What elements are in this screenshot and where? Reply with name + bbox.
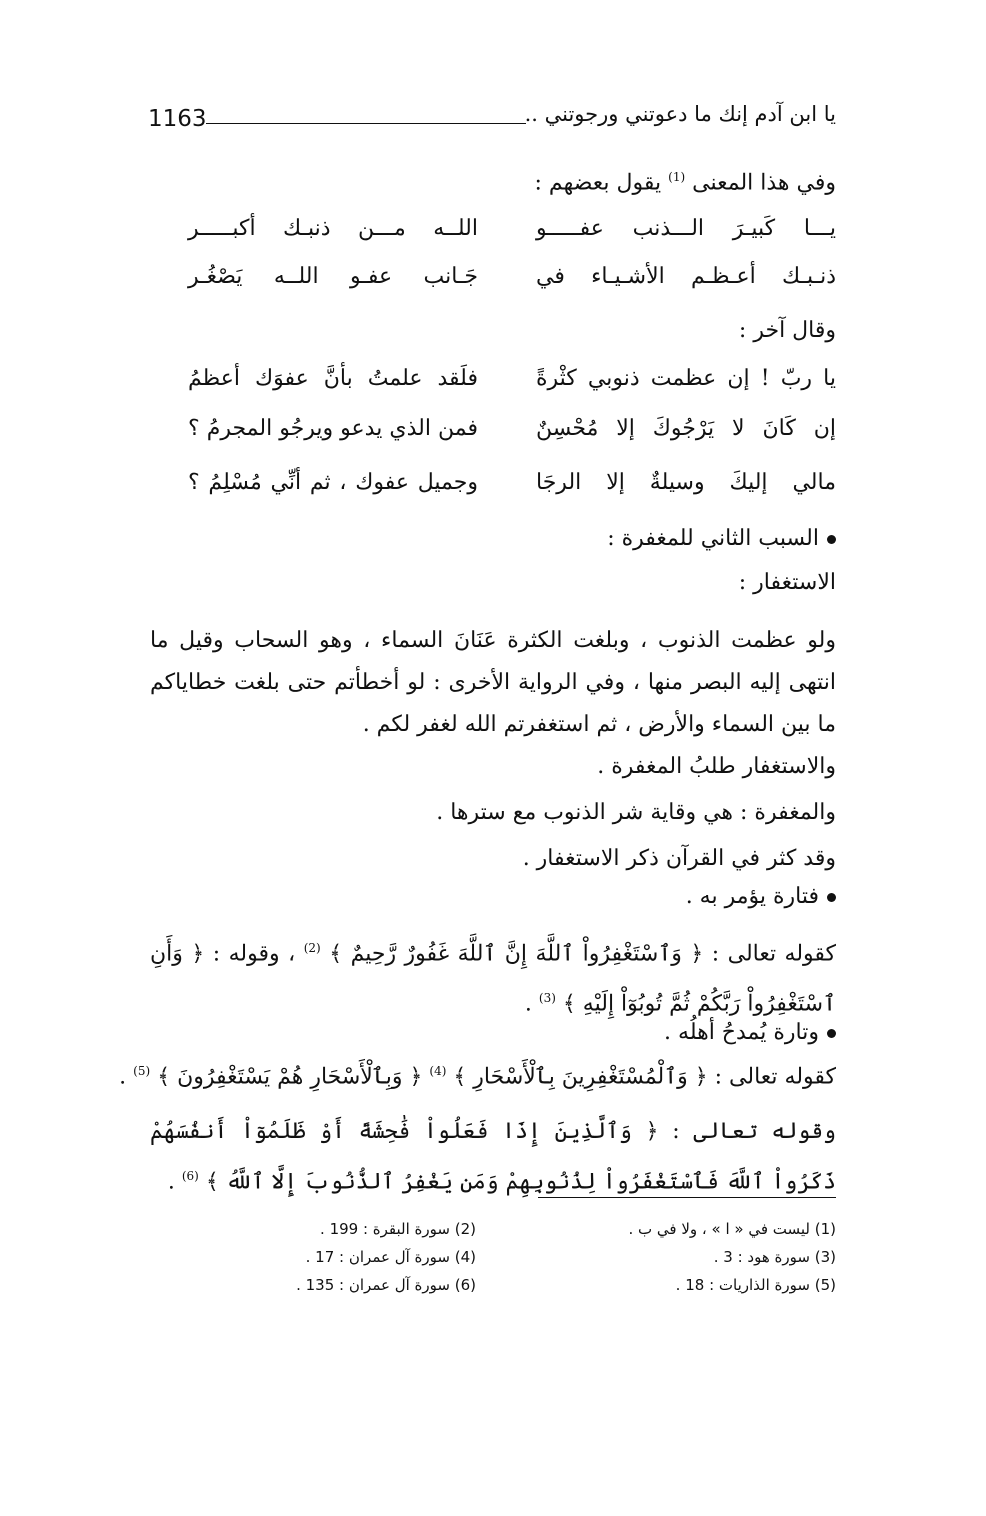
definition-2: والمغفرة : هي وقاية شر الذنوب مع سترها .: [436, 800, 836, 825]
hemistich-right: يـــا كَبيـرَ الـــذنب عفـــــو: [536, 216, 836, 241]
running-title: يا ابن آدم إنك ما دعوتني ورجوتني ..: [524, 102, 836, 126]
intro-text: وفي هذا المعنى: [692, 170, 836, 196]
second-cause-heading: [607, 526, 836, 551]
footnote-ref: (6): [181, 1169, 199, 1183]
hemistich-right: إن كَانَ لا يَرْجُوكَ إلا مُحْسِنٌ: [536, 416, 836, 441]
bullet-icon: [827, 535, 836, 544]
hemistich-right: ذنـبـك أعـظـم الأشـيـاء في: [536, 264, 836, 289]
quran-ayah: ﴿ وَٱلَّذِينَ إِذَا فَعَلُواْ فَٰحِشَةً أَوْ ظَلَمُوٓاْ أَنفُسَهُمْ ذَكَرُواْ ٱللَّهَ فَٱسْتَغْفَرُواْ لِذُنُوبِهِمْ وَمَن يَغْفِرُ ٱلذُّنُوبَ إِلَّا ٱللَّهُ ﴾: [150, 1119, 836, 1195]
verse-end: .: [119, 1064, 127, 1090]
footnote-ref: (2): [303, 941, 321, 955]
footnote-ref: (5): [133, 1064, 151, 1078]
poem1-verse-2: [148, 264, 836, 304]
quran-ayah: ﴿ وَأَنِ ٱسْتَغْفِرُواْ رَبَّكُمْ ثُمَّ تُوبُوٓاْ إِلَيْهِ ﴾: [150, 941, 836, 1017]
paragraph-1: ولو عظمت الذنوب ، وبلغت الكثرة عَنَانَ السماء ، وهو السحاب وقيل ما انتهى إليه البصر منها ، وفي الرواية الأخرى : لو أخطأتم حتى بلغت خطاياكم ما بين السماء والأرض ، ثم استغفرتم الله لغفر لكم .: [150, 628, 836, 737]
verse-paragraph-2: [119, 1064, 836, 1089]
verse-lead: كقوله تعالى :: [711, 941, 837, 967]
poem2-verse-1: [148, 366, 836, 406]
verse-lead: وقوله تعالى :: [672, 1119, 837, 1144]
footnote-rule: [538, 1197, 836, 1198]
poem2-verse-3: [148, 470, 836, 510]
hemistich-left: فمن الذي يدعو ويرجُو المجرمُ ؟: [188, 416, 478, 441]
bullet-command: [686, 884, 836, 909]
bullet-praise: [664, 1020, 836, 1045]
footnote-4: (4) سورة آل عمران : 17 .: [305, 1248, 476, 1266]
hemistich-left: اللــه مـــن ذنبـك أكبـــــر: [188, 216, 478, 241]
page-number: 1163: [148, 106, 207, 132]
quran-ayah: ﴿ وَبِٱلْأَسْحَارِ هُمْ يَسْتَغْفِرُونَ ﴾: [157, 1064, 423, 1090]
header-rule: [206, 123, 526, 124]
bullet-praise-text: وتارة يُمدحُ أهلُه .: [664, 1020, 819, 1045]
another-poet-line: وقال آخر :: [738, 318, 836, 343]
footnote-3: (3) سورة هود : 3 .: [713, 1248, 836, 1266]
verse-paragraph-3: [150, 1110, 836, 1204]
bullet-icon: [827, 893, 836, 902]
hemistich-left: فلَقد علمتُ بأنَّ عفوَك أعظمُ: [188, 366, 478, 391]
verse-paragraph-1: [150, 926, 836, 1027]
hemistich-left: وجميل عفوك ، ثم أنِّي مُسْلِمُ ؟: [188, 470, 478, 495]
bullet-icon: [827, 1029, 836, 1038]
poem2-verse-2: [148, 416, 836, 456]
page-header: [148, 100, 836, 140]
istighfar-heading: الاستغفار :: [738, 570, 836, 595]
footnote-2: (2) سورة البقرة : 199 .: [320, 1220, 476, 1238]
verse-end: .: [167, 1169, 175, 1195]
quran-ayah: ﴿ وَٱلْمُسْتَغْفِرِينَ بِٱلْأَسْحَارِ ﴾: [453, 1064, 708, 1090]
hemistich-left: جَـانب عفـو اللــه يَصْغُـر: [188, 264, 478, 289]
verse-lead: كقوله تعالى :: [714, 1064, 836, 1090]
footnotes-column-right: [506, 1220, 836, 1304]
footnote-ref: (3): [538, 991, 556, 1006]
quran-ayah: ﴿ وَٱسْتَغْفِرُواْ ٱللَّهَ إِنَّ ٱللَّهَ غَفُورٌ رَّحِيمٌ ﴾: [329, 941, 704, 967]
hemistich-right: يا ربّ ! إن عظمت ذنوبي كثْرةً: [536, 366, 836, 391]
hemistich-right: مالي إليكَ وسيلةٌ إلا الرجَا: [536, 470, 836, 495]
poem1-verse-1: [148, 216, 836, 256]
footnote-1: (1) ليست في « ا » ، ولا في ب .: [628, 1220, 836, 1238]
definition-3: وقد كثر في القرآن ذكر الاستغفار .: [522, 846, 836, 871]
footnote-6: (6) سورة آل عمران : 135 .: [296, 1276, 476, 1294]
footnote-ref: (4): [429, 1064, 447, 1078]
bullet-command-text: فتارة يؤمر به .: [685, 884, 819, 909]
footnote-ref: (1): [668, 170, 686, 184]
footnotes-column-left: [146, 1220, 476, 1304]
verse-mid: ، وقوله :: [212, 941, 296, 967]
footnote-5: (5) سورة الذاريات : 18 .: [675, 1276, 836, 1294]
second-cause-text: السبب الثاني للمغفرة :: [607, 526, 819, 551]
intro-line: [535, 170, 836, 195]
definition-1: والاستغفار طلبُ المغفرة .: [597, 754, 836, 779]
verse-end: .: [524, 991, 532, 1017]
intro-tail: يقول بعضهم :: [534, 170, 662, 196]
